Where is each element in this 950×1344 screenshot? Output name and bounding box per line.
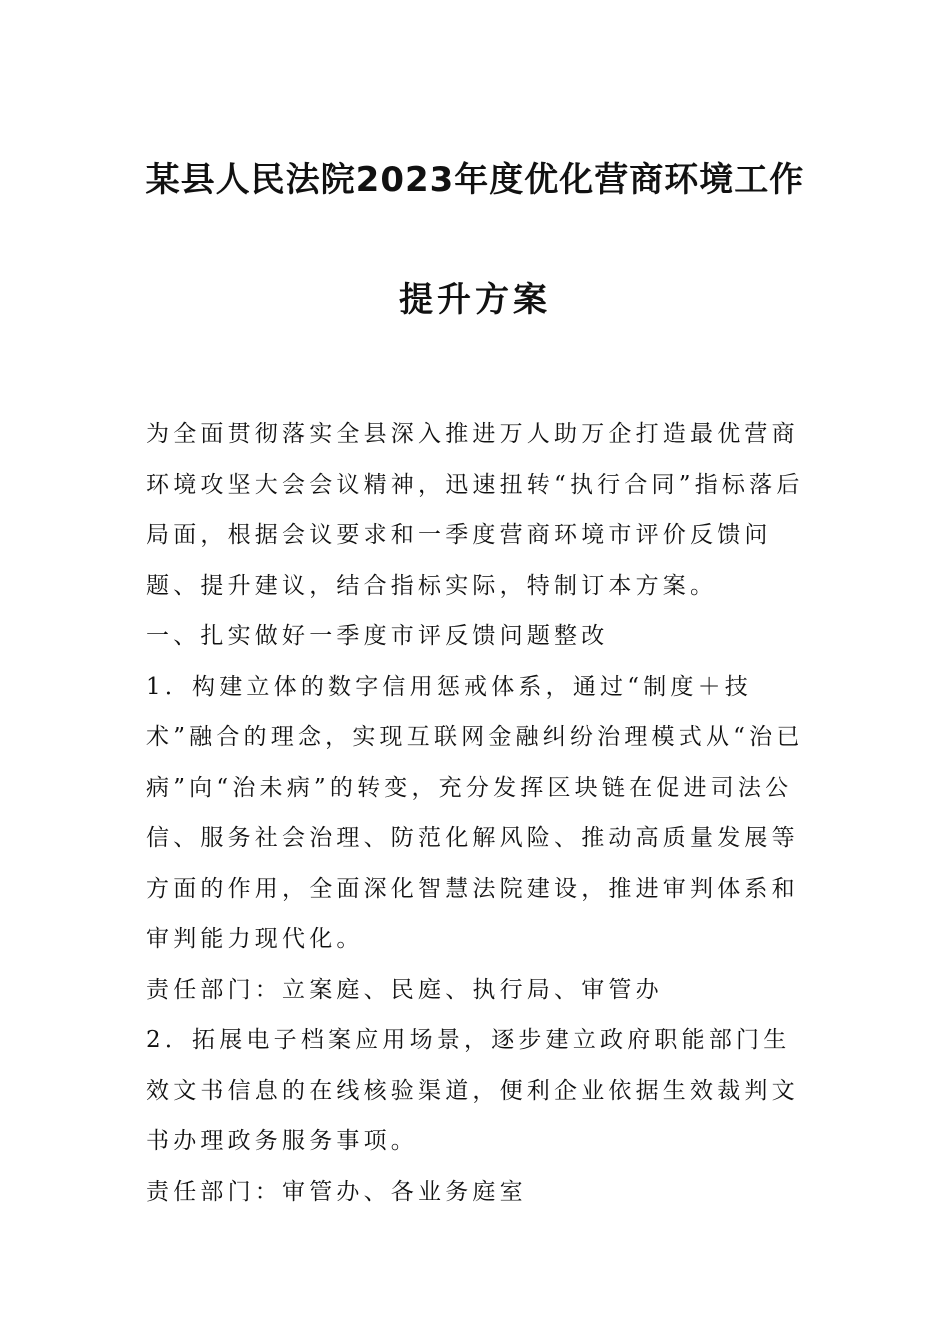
intro-paragraph: 为全面贯彻落实全县深入推进万人助万企打造最优营商环境攻坚大会会议精神，迅速扭转“执行合同”指标落后局面，根据会议要求和一季度营商环境市评价反馈问题、提升建议，结合指标实际，特制订本方案。	[146, 421, 804, 599]
item-2-paragraph: 2．拓展电子档案应用场景，逐步建立政府职能部门生效文书信息的在线核验渠道，便利企业依据生效裁判文书办理政务服务事项。	[146, 1027, 799, 1154]
document-body	[146, 409, 810, 1217]
section-1-heading: 一、扎实做好一季度市评反馈问题整改	[146, 623, 609, 649]
item-1-responsible-departments: 责任部门：立案庭、民庭、执行局、审管办	[146, 976, 663, 1003]
document-title-line-1: 某县人民法院2023年度优化营商环境工作	[145, 160, 805, 200]
item-1-paragraph: 1．构建立体的数字信用惩戒体系，通过“制度＋技术”融合的理念，实现互联网金融纠纷治理模式从“治已病”向“治未病”的转变，充分发挥区块链在促进司法公信、服务社会治理、防范化解风险、推动高质量发展等方面的作用，全面深化智慧法院建设，推进审判体系和审判能力现代化。	[146, 673, 804, 952]
document-title-line-2: 提升方案	[399, 280, 551, 320]
item-2-responsible-departments: 责任部门：审管办、各业务庭室	[146, 1178, 527, 1205]
